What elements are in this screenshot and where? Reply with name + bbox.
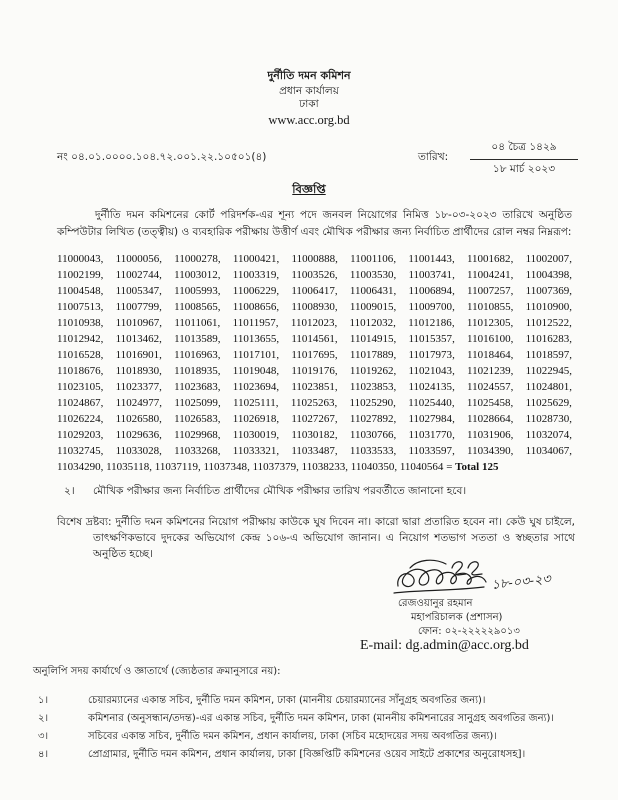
roll-number-row xyxy=(57,299,572,315)
roll-number-row xyxy=(57,363,572,379)
roll-number: 11003319 , xyxy=(233,267,279,283)
roll-number: 11013655 , xyxy=(233,331,279,347)
roll-number: 11031770 , xyxy=(408,427,454,443)
signatory-designation: মহাপরিচালক (প্রশাসন) xyxy=(411,612,503,623)
roll-number: 11012032 , xyxy=(350,315,396,331)
roll-number: 11023377 , xyxy=(116,379,162,395)
roll-number: 11013589 , xyxy=(174,331,220,347)
roll-number: 11009700 , xyxy=(408,299,454,315)
copy-item-number: ১। xyxy=(38,695,49,706)
roll-number: 11014561 , xyxy=(291,331,337,347)
signatory-name: রেজওয়ানুর রহমান xyxy=(398,598,473,609)
roll-number: 11027267 , xyxy=(291,411,337,427)
notice-title-text: বিজ্ঞপ্তি xyxy=(292,182,326,196)
roll-number: 11015357 , xyxy=(408,331,454,347)
roll-number: 11026583 , xyxy=(174,411,220,427)
roll-number: 11010900 , xyxy=(526,299,572,315)
roll-number: 11001443 , xyxy=(408,251,454,267)
roll-number: 11025440 , xyxy=(408,395,454,411)
roll-number: 11027892 , xyxy=(350,411,396,427)
roll-number: 11025290 , xyxy=(350,395,396,411)
roll-number: 11004241 , xyxy=(467,267,513,283)
roll-number: 11002199 , xyxy=(57,267,103,283)
roll-number: 11018464 , xyxy=(467,347,513,363)
roll-number: 11025263 , xyxy=(291,395,337,411)
roll-number: 11010938 , xyxy=(57,315,103,331)
roll-number: 11005347 , xyxy=(116,283,162,299)
roll-number: 11030182 , xyxy=(291,427,337,443)
roll-number: 11030766 , xyxy=(350,427,396,443)
special-note xyxy=(57,514,575,562)
roll-number: 11007369 , xyxy=(526,283,572,299)
roll-number: 11038233 , xyxy=(302,461,348,473)
roll-number: 11033268 , xyxy=(174,443,220,459)
roll-number: 11025458 , xyxy=(467,395,513,411)
copy-item-text: সচিবের একান্ত সচিব, দুর্নীতি দমন কমিশন, প্রধান কার্যালয়, ঢাকা (সচিব মহোদয়ের সদয় অবগতির জন্য)। xyxy=(88,731,497,742)
roll-number: 11003741 , xyxy=(408,267,454,283)
roll-number: 11017101 , xyxy=(233,347,279,363)
roll-number: 11024801 , xyxy=(526,379,572,395)
date-bangla: ০৪ চৈত্র ১৪২৯ xyxy=(491,141,557,153)
roll-number: 11025111 , xyxy=(233,395,279,411)
signature-date: ১৮-০৩-২৩ xyxy=(490,571,552,593)
roll-number: 11017889 , xyxy=(350,347,396,363)
roll-number-row xyxy=(57,331,572,347)
roll-number: 11013462 , xyxy=(116,331,162,347)
roll-number: 11022945 , xyxy=(526,363,572,379)
copy-item-text: চেয়ারম্যানের একান্ত সচিব, দুর্নীতি দমন কমিশন, ঢাকা (মাননীয় চেয়ারম্যানের সাঁনুগ্রহ অবগতির জন্য)। xyxy=(88,695,486,706)
roll-number: 11006417 , xyxy=(291,283,337,299)
roll-number: 11001106 , xyxy=(350,251,396,267)
roll-number: 11040350 , xyxy=(351,461,397,473)
roll-number: 11007799 , xyxy=(116,299,162,315)
roll-number: 11014915 , xyxy=(350,331,396,347)
roll-number: 11030019 , xyxy=(233,427,279,443)
date-gregorian: ১৮ মার্চ ২০২৩ xyxy=(492,163,556,175)
roll-number: 11012942 , xyxy=(57,331,103,347)
roll-number: 11012023 , xyxy=(291,315,337,331)
roll-number: 11018930 , xyxy=(116,363,162,379)
notice-title xyxy=(0,182,618,197)
email-address: dg.admin@acc.org.bd xyxy=(405,638,529,653)
signatory-phone: ফোন: ০২-২২২২২৯০১৩ xyxy=(418,626,520,637)
copy-item-number: ৪। xyxy=(38,749,49,760)
roll-number: 11007257 , xyxy=(467,283,513,299)
roll-number: 11017695 , xyxy=(291,347,337,363)
date-box xyxy=(470,140,578,176)
roll-number-row xyxy=(57,459,572,475)
roll-number: 11019048 , xyxy=(233,363,279,379)
organization-name: দুর্নীতি দমন কমিশন xyxy=(267,69,351,82)
roll-number: 11000421 , xyxy=(233,251,279,267)
roll-number: 11011061 , xyxy=(174,315,220,331)
roll-number: 11023694 , xyxy=(233,379,279,395)
roll-number: 11008930 , xyxy=(291,299,337,315)
roll-number-row xyxy=(57,315,572,331)
roll-number: 11002007 , xyxy=(526,251,572,267)
item-2-number: ২। xyxy=(64,485,75,497)
roll-number-row xyxy=(57,347,572,363)
roll-number-row xyxy=(57,395,572,411)
roll-number: 11012305 , xyxy=(467,315,513,331)
signatory-email xyxy=(360,638,600,654)
roll-number: 11023853 , xyxy=(350,379,396,395)
roll-number: 11033597 , xyxy=(408,443,454,459)
roll-number: 11003012 , xyxy=(174,267,220,283)
roll-number: 11026580 , xyxy=(116,411,162,427)
roll-number: 11021043 , xyxy=(408,363,454,379)
roll-number: 11008565 , xyxy=(174,299,220,315)
special-note-text: দুর্নীতি দমন কমিশনের নিয়োগ পরীক্ষায় কাউকে ঘুষ দিবেন না। কারো দ্বারা প্রতারিত হবেন না। কেউ ঘুষ চাইলে, তাৎক্ষণিকভাবে দুদকের অভিযোগ কেন্দ্র ১০৬-এ অভিযোগ জানান। এ নিয়োগ শতভাগ সততা ও স্বচ্ছতার সাথে অনুষ্ঠিত হচ্ছে। xyxy=(93,516,575,560)
roll-number: 11000043 , xyxy=(57,251,103,267)
roll-number: 11019262 , xyxy=(350,363,396,379)
roll-number-row xyxy=(57,251,572,267)
copy-item-number: ৩। xyxy=(38,731,49,742)
roll-number: 11009015 , xyxy=(350,299,396,315)
roll-number-list xyxy=(57,251,572,475)
roll-number: 11024977 , xyxy=(116,395,162,411)
roll-number: 11033487 , xyxy=(291,443,337,459)
roll-number: 11017973 , xyxy=(408,347,454,363)
roll-number: 11000278 , xyxy=(174,251,220,267)
roll-number: 11003526 , xyxy=(291,267,337,283)
roll-number: 11037379 , xyxy=(253,461,299,473)
roll-number: 11007513 , xyxy=(57,299,103,315)
roll-number: 11033533 , xyxy=(350,443,396,459)
office-city: ঢাকা xyxy=(299,98,319,110)
roll-number: 11010855 , xyxy=(467,299,513,315)
roll-number: 11028664 , xyxy=(467,411,513,427)
roll-number: 11012522 , xyxy=(526,315,572,331)
roll-number: 11023683 , xyxy=(174,379,220,395)
roll-number: 11001682 , xyxy=(467,251,513,267)
roll-number: 11023105 , xyxy=(57,379,103,395)
roll-number: 11016901 , xyxy=(116,347,162,363)
roll-number: 11029636 , xyxy=(116,427,162,443)
roll-number: 11006894 , xyxy=(408,283,454,299)
memo-number: নং ০৪.০১.০০০০.১০৪.৭২.০০১.২২.১০৫০১(৪) xyxy=(57,151,267,163)
roll-number: 11003530 , xyxy=(350,267,396,283)
roll-number: 11008656 , xyxy=(233,299,279,315)
notice-intro: দুর্নীতি দমন কমিশনের কোর্ট পরিদর্শক-এর শূন্য পদে জনবল নিয়োগের নিমিত্ত ১৮-০৩-২০২৩ তারিখে অনুষ্ঠিত কম্পিউটার লিখিত (তত্ত্বীয়) ও ব্যবহারিক পরীক্ষায় উত্তীর্ণ এবং মৌখিক পরীক্ষার জন্য নির্বাচিত প্রার্থীদের রোল নম্বর নিম্নরূপ: xyxy=(57,209,572,238)
roll-number: 11026224 , xyxy=(57,411,103,427)
roll-number: 11037348 , xyxy=(203,461,249,473)
roll-number: 11035118 , xyxy=(106,461,152,473)
roll-number: 11016528 , xyxy=(57,347,103,363)
roll-number: 11000888 , xyxy=(292,251,338,267)
roll-number: 11018597 , xyxy=(526,347,572,363)
roll-number-row xyxy=(57,443,572,459)
roll-number: 11018935 , xyxy=(174,363,220,379)
roll-number: 11031906 , xyxy=(467,427,513,443)
copy-item-text: প্রোগ্রামার, দুর্নীতি দমন কমিশন, প্রধান কার্যালয়, ঢাকা [বিজ্ঞপ্তিটি কমিশনের ওয়েব সাইটে প্রকাশের অনুরোধসহ]। xyxy=(88,749,526,760)
roll-number: 11024557 , xyxy=(467,379,513,395)
roll-number-row xyxy=(57,283,572,299)
copy-item-text: কমিশনার (অনুসন্ধান/তদন্ত)-এর একান্ত সচিব, দুর্নীতি দমন কমিশন, ঢাকা (মাননীয় কমিশনারের সানুগ্রহ অবগতির জন্য)। xyxy=(88,713,554,724)
roll-number: 11026918 , xyxy=(233,411,279,427)
roll-number: 11032745 , xyxy=(57,443,103,459)
copies-heading: অনুলিপি সদয় কার্যার্থে ও জ্ঞাতার্থে (জ্যেষ্ঠতার ক্রমানুসারে নয়): xyxy=(33,666,281,677)
total-separator: = xyxy=(446,461,453,473)
roll-number: 11011957 , xyxy=(233,315,279,331)
roll-number: 11040564 xyxy=(399,461,444,473)
roll-number: 11019176 , xyxy=(291,363,337,379)
roll-number: 11034067 , xyxy=(526,443,572,459)
roll-number: 11021239 , xyxy=(467,363,513,379)
roll-number: 11024867 , xyxy=(57,395,103,411)
roll-number: 11016283 , xyxy=(526,331,572,347)
copy-item-number: ২। xyxy=(38,713,49,724)
roll-number-row xyxy=(57,427,572,443)
roll-number: 11033321 , xyxy=(233,443,279,459)
roll-number: 11002744 , xyxy=(116,267,162,283)
date-label: তারিখ: xyxy=(418,151,449,163)
total-count: Total 125 xyxy=(455,461,499,473)
roll-number: 11027984 , xyxy=(408,411,454,427)
roll-number: 11000056 , xyxy=(116,251,162,267)
roll-number: 11016963 , xyxy=(174,347,220,363)
roll-number: 11004548 , xyxy=(57,283,103,299)
roll-number: 11032074 , xyxy=(526,427,572,443)
roll-number: 11028730 , xyxy=(526,411,572,427)
roll-number-row xyxy=(57,267,572,283)
roll-number: 11024135 , xyxy=(408,379,454,395)
roll-number: 11025099 , xyxy=(174,395,220,411)
special-note-label: বিশেষ দ্রষ্টব্য: xyxy=(57,516,112,528)
roll-number-row xyxy=(57,379,572,395)
item-2-text: মৌখিক পরীক্ষার জন্য নির্বাচিত প্রার্থীদের মৌখিক পরীক্ষার তারিখ পরবর্তীতে জানানো হবে। xyxy=(93,485,467,497)
signature-stroke xyxy=(394,587,484,593)
email-label: E-mail: xyxy=(360,638,402,653)
roll-number: 11016100 , xyxy=(467,331,513,347)
roll-number: 11034390 , xyxy=(467,443,513,459)
roll-number: 11033028 , xyxy=(116,443,162,459)
roll-number: 11023851 , xyxy=(291,379,337,395)
roll-number-row xyxy=(57,411,572,427)
roll-number: 11006431 , xyxy=(350,283,396,299)
roll-number: 11029968 , xyxy=(174,427,220,443)
signature-stroke xyxy=(468,562,482,575)
roll-number: 11037119 , xyxy=(155,461,201,473)
website-address: www.acc.org.bd xyxy=(268,113,350,127)
roll-number: 11010967 , xyxy=(116,315,162,331)
signature-stroke xyxy=(410,560,446,568)
roll-number: 11029203 , xyxy=(57,427,103,443)
date-divider xyxy=(470,159,578,160)
roll-number: 11012186 , xyxy=(408,315,454,331)
roll-number: 11006229 , xyxy=(233,283,279,299)
roll-number: 11004398 , xyxy=(526,267,572,283)
roll-number: 11025629 , xyxy=(526,395,572,411)
roll-number: 11018676 , xyxy=(57,363,103,379)
office-name: প্রধান কার্যালয় xyxy=(279,85,339,97)
roll-number: 11034290 , xyxy=(57,461,103,473)
roll-number: 11005993 , xyxy=(174,283,220,299)
